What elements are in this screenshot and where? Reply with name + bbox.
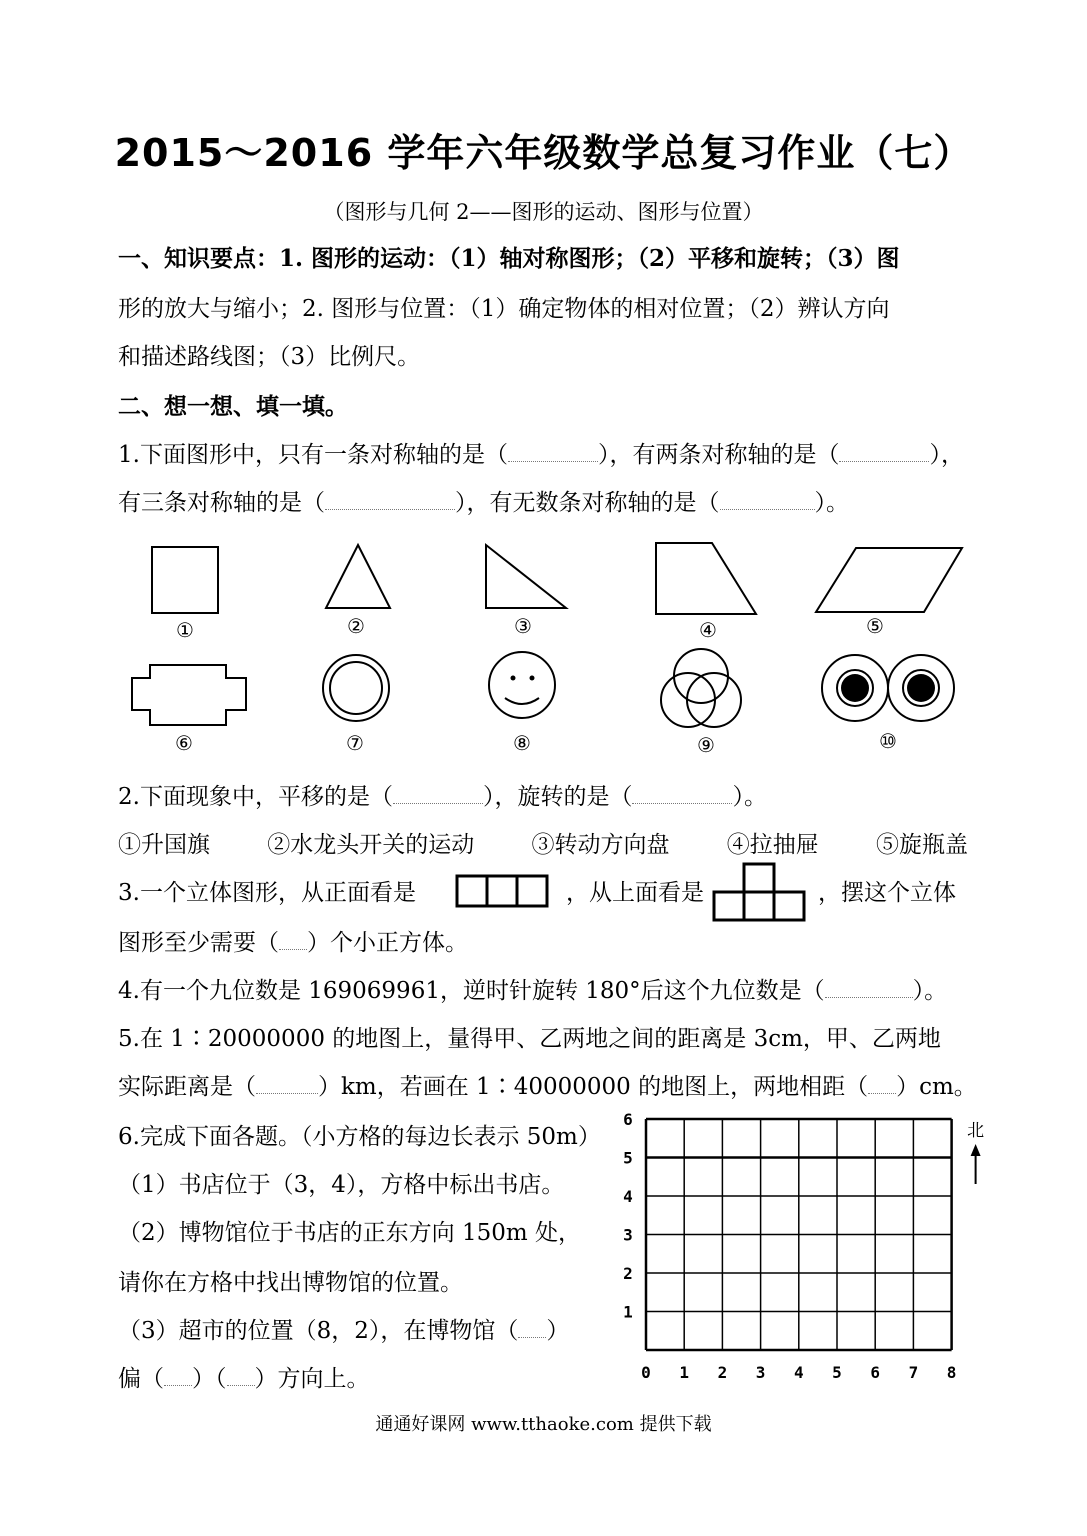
shape-label-8: ⑧: [513, 731, 531, 755]
question-6-line-5: [118, 1312, 569, 1345]
answer-blank[interactable]: [164, 1384, 192, 1386]
answer-blank[interactable]: [508, 460, 598, 462]
knowledge-line-2: 形的放大与缩小；2. 图形与位置：（1）确定物体的相对位置；（2）辨认方向: [118, 296, 890, 322]
question-1-line-1: [118, 436, 964, 469]
shape-label-7: ⑦: [346, 731, 364, 755]
q4-text-b: ）。: [912, 978, 948, 1004]
q1-text-c: ），: [929, 442, 964, 468]
question-4: [118, 972, 947, 1005]
answer-blank[interactable]: [393, 802, 483, 804]
shape-label-10: ⑩: [879, 729, 897, 753]
q2-option-4: ④拉抽屉: [726, 832, 819, 858]
smiley-face-shape: [489, 652, 555, 718]
q6-text-e: ）方向上。: [254, 1366, 370, 1392]
q6-text-b: ）: [546, 1318, 570, 1344]
ring-outer-circle: [323, 655, 389, 721]
q6-text-a: （3）超市的位置（8，2），在博物馆（: [118, 1318, 519, 1344]
page-footer: 通通好课网 www.tthaoke.com 提供下载: [375, 1414, 712, 1435]
grid-y-label: 5: [623, 1148, 633, 1168]
shape-label-1: ①: [176, 618, 194, 642]
grid-x-label: 4: [793, 1363, 804, 1382]
answer-blank[interactable]: [720, 508, 815, 510]
shape-label-9: ⑨: [697, 733, 715, 757]
trapezoid-shape: [656, 543, 756, 614]
shape-label-3: ③: [514, 614, 532, 638]
answer-blank[interactable]: [325, 508, 455, 510]
front-view-figure: [455, 872, 555, 912]
grid-x-label: 2: [717, 1363, 728, 1382]
right-triangle-shape: [486, 545, 566, 608]
grid-x-label: 7: [908, 1363, 919, 1382]
q2-option-1: ①升国旗: [118, 832, 210, 858]
question-3-line-2: [118, 924, 468, 957]
question-5-line-2: [118, 1068, 977, 1101]
page-title: 2015～2016 学年六年级数学总复习作业（七）: [114, 131, 973, 175]
question-6-line-3: （2）博物馆位于书店的正东方向 150m 处，: [118, 1220, 581, 1246]
shape-label-2: ②: [347, 614, 365, 638]
square-shape: [152, 547, 218, 613]
q5-text-c: ）cm。: [896, 1074, 977, 1100]
q1-text-b: ），有两条对称轴的是（: [597, 442, 840, 468]
ring-inner-circle: [330, 662, 382, 714]
answer-blank[interactable]: [256, 1092, 318, 1094]
q5-text-b: ）km，若画在 1∶40000000 的地图上，两地相距（: [318, 1074, 869, 1100]
knowledge-line-1: 一、知识要点：1. 图形的运动：（1）轴对称图形；（2）平移和旋转；（3）图: [118, 245, 900, 272]
parallelogram-shape: [816, 548, 962, 612]
grid-y-label: 1: [623, 1302, 633, 1322]
q3-text-a: 3.一个立体图形，从正面看是: [118, 880, 416, 906]
answer-blank[interactable]: [839, 460, 929, 462]
q2-text-c: ）。: [732, 784, 767, 810]
grid-y-label: 6: [623, 1110, 633, 1129]
q2-option-2: ②水龙头开关的运动: [267, 832, 475, 858]
shape-label-6: ⑥: [175, 731, 193, 755]
triangle-shape: [326, 545, 390, 608]
q1-text-a: 1.下面图形中，只有一条对称轴的是（: [118, 442, 508, 468]
north-label: 北: [967, 1121, 985, 1141]
grid-y-label: 2: [623, 1264, 633, 1283]
grid-x-label: 1: [679, 1363, 690, 1382]
q3-text-d: 图形至少需要（: [118, 930, 279, 956]
cross-rectangle-shape: [132, 665, 246, 725]
answer-blank[interactable]: [632, 802, 732, 804]
shape-label-4: ④: [699, 618, 717, 642]
answer-blank[interactable]: [825, 996, 913, 998]
grid-y-label: 3: [623, 1225, 633, 1245]
q2-text-b: ），旋转的是（: [482, 784, 633, 810]
q1-text-f: ）。: [814, 490, 849, 516]
q3-text-c: ，摆这个立体: [818, 880, 956, 906]
q3-text-b: ，从上面看是: [566, 880, 704, 906]
smiley-right-eye: [530, 676, 535, 681]
shape-label-5: ⑤: [866, 614, 884, 638]
section-2-heading: 二、想一想、填一填。: [118, 393, 348, 420]
q2-option-5: ⑤旋瓶盖: [876, 832, 968, 858]
question-1-line-2: [118, 484, 849, 517]
answer-blank[interactable]: [868, 1092, 896, 1094]
q6-text-d: ）（: [192, 1366, 227, 1392]
question-6-line-4: 请你在方格中找出博物馆的位置。: [118, 1270, 463, 1296]
smiley-mouth: [505, 698, 539, 704]
q3-text-e: ）个小正方体。: [307, 930, 468, 956]
q1-text-d: 有三条对称轴的是（: [118, 490, 325, 516]
q2-text-a: 2.下面现象中，平移的是（: [118, 784, 393, 810]
eye-right-pupil: [907, 674, 935, 702]
q1-text-e: ），有无数条对称轴的是（: [455, 490, 720, 516]
page-subtitle: （图形与几何 2——图形的运动、图形与位置）: [323, 200, 764, 224]
q5-text-a: 实际距离是（: [118, 1074, 256, 1100]
question-2-options: [118, 826, 968, 859]
question-3-line-1: [118, 874, 416, 907]
question-6-line-1: 6.完成下面各题。（小方格的每边长表示 50m）: [118, 1124, 601, 1150]
coordinate-grid: [610, 1110, 985, 1398]
grid-y-label: 4: [623, 1187, 633, 1206]
knowledge-line-3: 和描述路线图；（3）比例尺。: [118, 344, 421, 370]
q6-text-c: 偏（: [118, 1366, 164, 1392]
question-2-line-1: [118, 778, 767, 811]
question-6-line-2: （1）书店位于（3，4），方格中标出书店。: [118, 1172, 565, 1198]
grid-x-label: 0: [641, 1363, 651, 1382]
north-arrow-icon: [971, 1144, 981, 1156]
grid-x-label: 8: [946, 1363, 957, 1382]
question-5-line-1: 5.在 1∶20000000 的地图上，量得甲、乙两地之间的距离是 3cm，甲、乙两地: [118, 1026, 941, 1052]
answer-blank[interactable]: [279, 948, 307, 950]
answer-blank[interactable]: [518, 1336, 546, 1338]
smiley-left-eye: [511, 676, 516, 681]
top-view-figure: [712, 862, 812, 922]
q4-text-a: 4.有一个九位数是 169069961，逆时针旋转 180°后这个九位数是（: [118, 978, 825, 1004]
question-6-line-6: [118, 1360, 370, 1393]
eye-left-pupil: [841, 674, 869, 702]
q2-option-3: ③转动方向盘: [531, 832, 670, 858]
answer-blank[interactable]: [227, 1384, 255, 1386]
grid-x-label: 3: [755, 1363, 766, 1382]
grid-x-label: 5: [832, 1363, 842, 1382]
grid-x-label: 6: [870, 1363, 881, 1382]
